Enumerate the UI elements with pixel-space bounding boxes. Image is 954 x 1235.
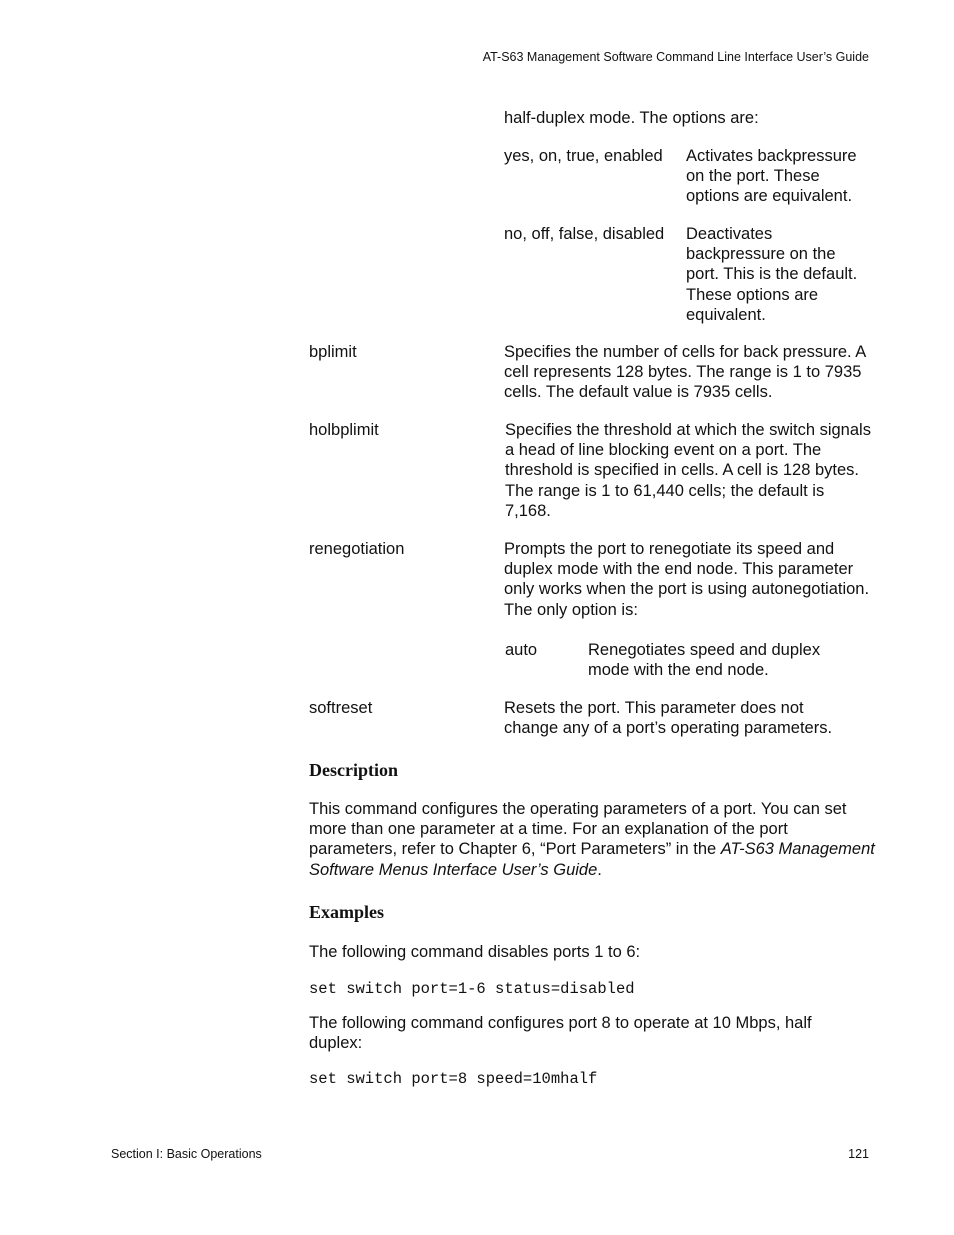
description-heading: Description <box>309 760 398 780</box>
param-renegotiation-desc: Prompts the port to renegotiate its speed and duplex mode with the end node. This parameter only works when the port is using autonegotiation. The only option is: <box>504 540 870 619</box>
running-header: AT-S63 Management Software Command Line Interface User’s Guide <box>482 50 869 64</box>
guide-title-italic: AT-S63 Management Software Menus Interface User’s Guide <box>309 840 875 879</box>
option-name-disabled: no, off, false, disabled <box>504 225 665 243</box>
option-name-auto: auto <box>505 641 538 659</box>
option-desc-auto: Renegotiates speed and duplex mode with the end node. <box>588 641 821 680</box>
param-bplimit-desc: Specifies the number of cells for back pressure. A cell represents 128 bytes. The range is 1 to 7935 cells. The default value is 7935 cells. <box>504 343 866 402</box>
option-name-enabled: yes, on, true, enabled <box>504 147 663 165</box>
description-text-before: This command configures the operating parameters of a port. You can set more than one parameter at a time. For an explanation of the port parameters, refer to Chapter 6, “Port Parameters” in the <box>309 800 847 859</box>
example-2-code: set switch port=8 speed=10mhalf <box>309 1070 598 1088</box>
param-holbplimit-desc: Specifies the threshold at which the switch signals a head of line blocking event on a port. The threshold is specified in cells. A cell is 128 bytes. The range is 1 to 61,440 cells; the default is 7,168. <box>505 421 871 520</box>
param-holbplimit: holbplimit <box>309 421 379 439</box>
description-text-after: . <box>597 860 602 879</box>
param-softreset-desc: Resets the port. This parameter does not change any of a port’s operating parameters. <box>504 699 833 738</box>
example-2-text: The following command configures port 8 to operate at 10 Mbps, half duplex: <box>309 1014 812 1053</box>
example-1-text: The following command disables ports 1 to 6: <box>309 943 641 961</box>
footer-section: Section I: Basic Operations <box>111 1147 262 1161</box>
param-renegotiation: renegotiation <box>309 540 405 558</box>
example-1-code: set switch port=1-6 status=disabled <box>309 980 635 998</box>
examples-heading: Examples <box>309 902 385 922</box>
option-desc-enabled: Activates backpressure on the port. These options are equivalent. <box>686 147 857 206</box>
param-softreset: softreset <box>309 699 373 717</box>
backpressure-intro: half-duplex mode. The options are: <box>504 109 759 127</box>
option-desc-disabled: Deactivates backpressure on the port. This is the default. These options are equivalent. <box>686 225 858 324</box>
description-text <box>309 799 875 880</box>
page-number: 121 <box>848 1147 869 1161</box>
param-bplimit: bplimit <box>309 343 357 361</box>
